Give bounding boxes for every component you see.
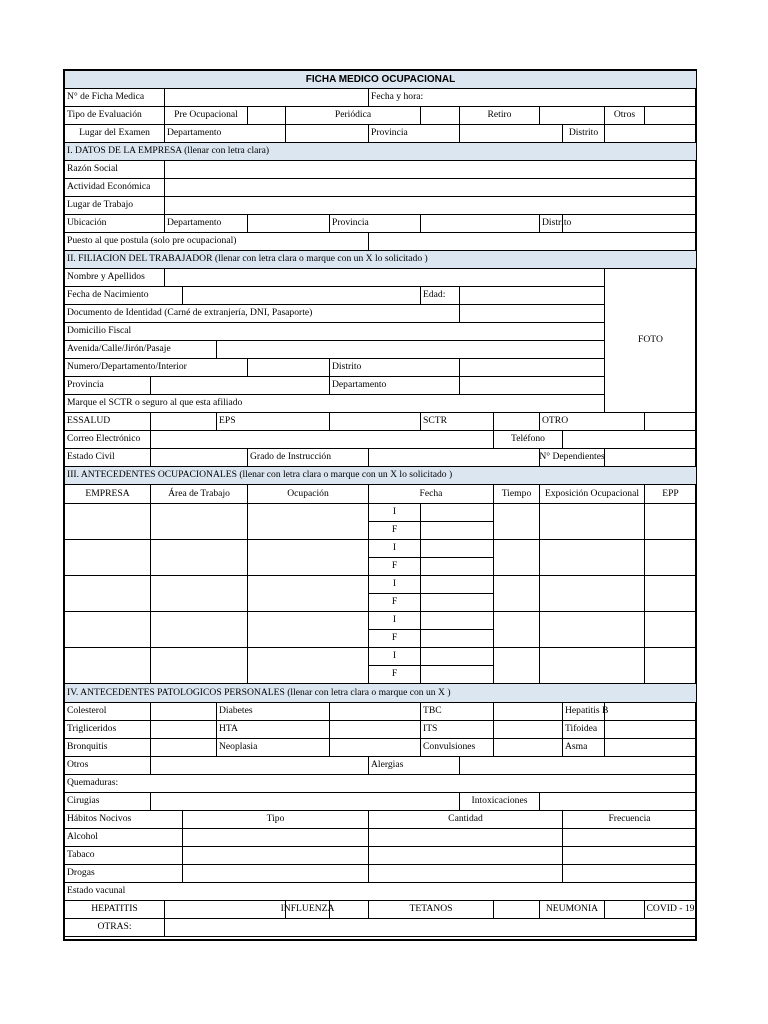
habitos-frecuencia-header: Frecuencia bbox=[563, 811, 697, 829]
pathology-label: Colesterol bbox=[65, 703, 151, 721]
razon-social-label: Razón Social bbox=[65, 161, 165, 179]
occupational-fecha-input[interactable] bbox=[421, 504, 494, 522]
lugar-departamento-label: Departamento bbox=[165, 125, 286, 143]
intoxicaciones-input[interactable] bbox=[540, 793, 697, 811]
pathology-check[interactable] bbox=[151, 703, 217, 721]
essalud-option: ESSALUD bbox=[65, 413, 151, 431]
estado-civil-label: Estado Civil bbox=[65, 449, 151, 467]
vaccine-label: COVID - 19 bbox=[645, 901, 697, 919]
vaccine-check[interactable] bbox=[330, 901, 369, 919]
tipo-periodica: Periódica bbox=[286, 107, 421, 125]
otro-option: OTRO bbox=[540, 413, 645, 431]
otros-input[interactable] bbox=[151, 757, 369, 775]
lugar-departamento-input[interactable] bbox=[286, 125, 369, 143]
occupational-tiempo-cell[interactable] bbox=[494, 504, 540, 540]
grado-label: Grado de Instrucción bbox=[248, 449, 369, 467]
alergias-input[interactable] bbox=[460, 757, 697, 775]
occupational-col-header: Exposición Ocupacional bbox=[540, 485, 645, 504]
occupational-empresa-cell[interactable] bbox=[65, 612, 151, 648]
eps-option: EPS bbox=[217, 413, 330, 431]
occupational-exposicion-cell[interactable] bbox=[540, 504, 645, 540]
fecha-inicio-mark: I bbox=[369, 576, 421, 594]
occupational-empresa-cell[interactable] bbox=[65, 648, 151, 684]
vaccine-label: TETANOS bbox=[369, 901, 494, 919]
fecha-fin-mark: F bbox=[369, 630, 421, 648]
ficha-input[interactable] bbox=[165, 89, 369, 107]
sctr-option: SCTR bbox=[421, 413, 494, 431]
pathology-label: Asma bbox=[563, 739, 605, 757]
occupational-tiempo-cell[interactable] bbox=[494, 648, 540, 684]
documento-label: Documento de Identidad (Carné de extranjería, DNI, Pasaporte) bbox=[65, 305, 460, 323]
occupational-col-header: Tiempo bbox=[494, 485, 540, 504]
domicilio-label: Domicilio Fiscal bbox=[65, 323, 605, 341]
pathology-check[interactable] bbox=[151, 721, 217, 739]
cirugias-input[interactable] bbox=[151, 793, 460, 811]
fecha-inicio-mark: I bbox=[369, 504, 421, 522]
ubicacion-departamento-input[interactable] bbox=[248, 215, 330, 233]
occupational-fecha-input[interactable] bbox=[421, 522, 494, 540]
fecha-fin-mark: F bbox=[369, 594, 421, 612]
habito-cantidad-input[interactable] bbox=[369, 865, 563, 883]
occupational-tiempo-cell[interactable] bbox=[494, 612, 540, 648]
ubicacion-provincia-input[interactable] bbox=[421, 215, 540, 233]
trabajador-distrito-label: Distrito bbox=[330, 359, 460, 377]
fecha-fin-mark: F bbox=[369, 522, 421, 540]
form-title: FICHA MEDICO OCUPACIONAL bbox=[65, 71, 697, 89]
occupational-epp-cell[interactable] bbox=[645, 648, 697, 684]
trabajador-distrito-input[interactable] bbox=[460, 359, 605, 377]
nombre-input[interactable] bbox=[165, 269, 605, 287]
habito-frecuencia-input[interactable] bbox=[563, 829, 697, 847]
correo-input[interactable] bbox=[151, 431, 494, 449]
check-retiro[interactable] bbox=[540, 107, 605, 125]
lugar-trabajo-label: Lugar de Trabajo bbox=[65, 197, 165, 215]
avenida-label: Avenida/Calle/Jirón/Pasaje bbox=[65, 341, 217, 359]
occupational-epp-cell[interactable] bbox=[645, 612, 697, 648]
photo-box: FOTO bbox=[605, 269, 697, 413]
occupational-ocupacion-cell[interactable] bbox=[248, 612, 369, 648]
vaccine-label: HEPATITIS bbox=[65, 901, 165, 919]
pathology-check[interactable] bbox=[330, 703, 421, 721]
nombre-label: Nombre y Apellidos bbox=[65, 269, 165, 287]
lugar-trabajo-input[interactable] bbox=[165, 197, 697, 215]
telefono-label: Teléfono bbox=[494, 431, 563, 449]
occupational-area-cell[interactable] bbox=[151, 612, 248, 648]
occupational-tiempo-cell[interactable] bbox=[494, 540, 540, 576]
pathology-label: HTA bbox=[217, 721, 330, 739]
fecha-fin-mark: F bbox=[369, 666, 421, 684]
tipo-retiro: Retiro bbox=[460, 107, 540, 125]
otras-input[interactable] bbox=[165, 919, 697, 937]
otros-label: Otros bbox=[65, 757, 151, 775]
fecha-hora-field: Fecha y hora: bbox=[369, 89, 697, 107]
occupational-area-cell[interactable] bbox=[151, 648, 248, 684]
habitos-label: Hábitos Nocivos bbox=[65, 811, 183, 829]
lugar-distrito-label: Distrito bbox=[563, 125, 605, 143]
occupational-exposicion-cell[interactable] bbox=[540, 576, 645, 612]
section-trabajador: II. FILIACION DEL TRABAJADOR (llenar con letra clara o marque con un X lo solicitado ) bbox=[65, 251, 697, 269]
pathology-check[interactable] bbox=[494, 703, 563, 721]
occupational-col-header: Fecha bbox=[369, 485, 494, 504]
occupational-epp-cell[interactable] bbox=[645, 576, 697, 612]
otro-check[interactable] bbox=[645, 413, 697, 431]
occupational-ocupacion-cell[interactable] bbox=[248, 540, 369, 576]
pathology-label: Bronquitis bbox=[65, 739, 151, 757]
telefono-input[interactable] bbox=[563, 431, 697, 449]
ubicacion-distrito-label: Distrito bbox=[540, 215, 563, 233]
numero-input[interactable] bbox=[248, 359, 330, 377]
tipo-otros: Otros bbox=[605, 107, 645, 125]
occupational-fecha-input[interactable] bbox=[421, 594, 494, 612]
check-pre-ocupacional[interactable] bbox=[248, 107, 286, 125]
avenida-input[interactable] bbox=[217, 341, 605, 359]
fecha-inicio-mark: I bbox=[369, 540, 421, 558]
tipo-pre-ocupacional: Pre Ocupacional bbox=[165, 107, 248, 125]
otras-label: OTRAS: bbox=[65, 919, 165, 937]
lugar-examen-label: Lugar del Examen bbox=[65, 125, 165, 143]
puesto-label: Puesto al que postula (solo pre ocupacional) bbox=[65, 233, 369, 251]
habito-tipo-input[interactable] bbox=[183, 847, 369, 865]
trabajador-provincia-label: Provincia bbox=[65, 377, 151, 395]
habito-label: Alcohol bbox=[65, 829, 183, 847]
fecha-inicio-mark: I bbox=[369, 648, 421, 666]
occupational-fecha-input[interactable] bbox=[421, 576, 494, 594]
dependientes-input[interactable] bbox=[605, 449, 697, 467]
trabajador-departamento-input[interactable] bbox=[460, 377, 605, 395]
section-patologicos: IV. ANTECEDENTES PATOLOGICOS PERSONALES (llenar con letra clara o marque con un X ) bbox=[65, 684, 697, 703]
habitos-cantidad-header: Cantidad bbox=[369, 811, 563, 829]
vaccine-check[interactable] bbox=[494, 901, 540, 919]
occupational-exposicion-cell[interactable] bbox=[540, 612, 645, 648]
pathology-label: Convulsiones bbox=[421, 739, 494, 757]
estado-vacunal-label: Estado vacunal bbox=[65, 883, 697, 901]
check-periodica[interactable] bbox=[421, 107, 460, 125]
occupational-empresa-cell[interactable] bbox=[65, 576, 151, 612]
vaccine-check[interactable] bbox=[605, 901, 645, 919]
fecha-fin-mark: F bbox=[369, 558, 421, 576]
occupational-exposicion-cell[interactable] bbox=[540, 540, 645, 576]
trabajador-departamento-label: Departamento bbox=[330, 377, 460, 395]
occupational-fecha-input[interactable] bbox=[421, 648, 494, 666]
essalud-check[interactable] bbox=[151, 413, 217, 431]
pathology-check[interactable] bbox=[494, 739, 563, 757]
occupational-ocupacion-cell[interactable] bbox=[248, 504, 369, 540]
occupational-fecha-input[interactable] bbox=[421, 666, 494, 684]
occupational-fecha-input[interactable] bbox=[421, 540, 494, 558]
habito-frecuencia-input[interactable] bbox=[563, 847, 697, 865]
ubicacion-label: Ubicación bbox=[65, 215, 165, 233]
dependientes-label: N° Dependientes bbox=[540, 449, 605, 467]
lugar-provincia-input[interactable] bbox=[460, 125, 563, 143]
pathology-check[interactable] bbox=[151, 739, 217, 757]
lugar-provincia-label: Provincia bbox=[369, 125, 460, 143]
pathology-label: Tifoidea bbox=[563, 721, 605, 739]
actividad-input[interactable] bbox=[165, 179, 697, 197]
occupational-col-header: Área de Trabajo bbox=[151, 485, 248, 504]
ficha-label: N° de Ficha Medica bbox=[65, 89, 165, 107]
occupational-empresa-cell[interactable] bbox=[65, 504, 151, 540]
habito-tipo-input[interactable] bbox=[183, 829, 369, 847]
pathology-check[interactable] bbox=[605, 703, 697, 721]
pathology-label: Trigliceridos bbox=[65, 721, 151, 739]
occupational-fecha-input[interactable] bbox=[421, 558, 494, 576]
occupational-col-header: EPP bbox=[645, 485, 697, 504]
occupational-col-header: EMPRESA bbox=[65, 485, 151, 504]
section-empresa: I. DATOS DE LA EMPRESA (llenar con letra clara) bbox=[65, 143, 697, 161]
quemaduras-field: Quemaduras: bbox=[65, 775, 697, 793]
occupational-fecha-input[interactable] bbox=[421, 612, 494, 630]
occupational-epp-cell[interactable] bbox=[645, 504, 697, 540]
fecha-inicio-mark: I bbox=[369, 612, 421, 630]
razon-social-input[interactable] bbox=[165, 161, 697, 179]
estado-civil-input[interactable] bbox=[151, 449, 248, 467]
section-ocupacionales: III. ANTECEDENTES OCUPACIONALES (llenar con letra clara o marque con un X lo solicitado ) bbox=[65, 467, 697, 485]
occupational-col-header: Ocupación bbox=[248, 485, 369, 504]
trabajador-provincia-input[interactable] bbox=[151, 377, 330, 395]
edad-label: Edad: bbox=[421, 287, 460, 305]
pathology-label: Diabetes bbox=[217, 703, 330, 721]
occupational-exposicion-cell[interactable] bbox=[540, 648, 645, 684]
vaccine-label: NEUMONIA bbox=[540, 901, 605, 919]
vaccine-label: INFLUENZA bbox=[286, 901, 330, 919]
habito-label: Tabaco bbox=[65, 847, 183, 865]
habito-tipo-input[interactable] bbox=[183, 865, 369, 883]
habitos-tipo-header: Tipo bbox=[183, 811, 369, 829]
fecha-nacimiento-label: Fecha de Nacimiento bbox=[65, 287, 183, 305]
numero-label: Numero/Departamento/Interior bbox=[65, 359, 248, 377]
pathology-label: Hepatitis B bbox=[563, 703, 605, 721]
pathology-label: ITS bbox=[421, 721, 494, 739]
ubicacion-departamento-label: Departamento bbox=[165, 215, 248, 233]
puesto-input[interactable] bbox=[369, 233, 697, 251]
occupational-fecha-input[interactable] bbox=[421, 630, 494, 648]
pathology-check[interactable] bbox=[330, 721, 421, 739]
occupational-ocupacion-cell[interactable] bbox=[248, 576, 369, 612]
pathology-check[interactable] bbox=[605, 721, 697, 739]
fecha-nacimiento-input[interactable] bbox=[183, 287, 421, 305]
medical-form bbox=[63, 69, 697, 941]
pathology-label: TBC bbox=[421, 703, 494, 721]
intoxicaciones-label: Intoxicaciones bbox=[460, 793, 540, 811]
occupational-area-cell[interactable] bbox=[151, 540, 248, 576]
pathology-label: Neoplasia bbox=[217, 739, 330, 757]
pathology-check[interactable] bbox=[330, 739, 421, 757]
sctr-question: Marque el SCTR o seguro al que esta afiliado bbox=[65, 395, 605, 413]
cirugias-label: Cirugias bbox=[65, 793, 151, 811]
ubicacion-provincia-label: Provincia bbox=[330, 215, 421, 233]
alergias-label: Alergias bbox=[369, 757, 460, 775]
pathology-check[interactable] bbox=[605, 739, 697, 757]
occupational-tiempo-cell[interactable] bbox=[494, 576, 540, 612]
grado-input[interactable] bbox=[369, 449, 540, 467]
sctr-check[interactable] bbox=[494, 413, 540, 431]
check-otros[interactable] bbox=[645, 107, 697, 125]
vaccine-check[interactable] bbox=[165, 901, 286, 919]
occupational-area-cell[interactable] bbox=[151, 576, 248, 612]
edad-input[interactable] bbox=[460, 287, 605, 305]
lugar-distrito-input[interactable] bbox=[605, 125, 697, 143]
habito-frecuencia-input[interactable] bbox=[563, 865, 697, 883]
habito-cantidad-input[interactable] bbox=[369, 847, 563, 865]
habito-label: Drogas bbox=[65, 865, 183, 883]
occupational-ocupacion-cell[interactable] bbox=[248, 648, 369, 684]
pathology-check[interactable] bbox=[494, 721, 563, 739]
documento-input[interactable] bbox=[460, 305, 605, 323]
occupational-epp-cell[interactable] bbox=[645, 540, 697, 576]
occupational-area-cell[interactable] bbox=[151, 504, 248, 540]
eps-check[interactable] bbox=[330, 413, 421, 431]
actividad-label: Actividad Económica bbox=[65, 179, 165, 197]
occupational-empresa-cell[interactable] bbox=[65, 540, 151, 576]
habito-cantidad-input[interactable] bbox=[369, 829, 563, 847]
correo-label: Correo Electrónico bbox=[65, 431, 151, 449]
ubicacion-distrito-input[interactable] bbox=[563, 215, 697, 233]
tipo-evaluacion-label: Tipo de Evaluación bbox=[65, 107, 165, 125]
